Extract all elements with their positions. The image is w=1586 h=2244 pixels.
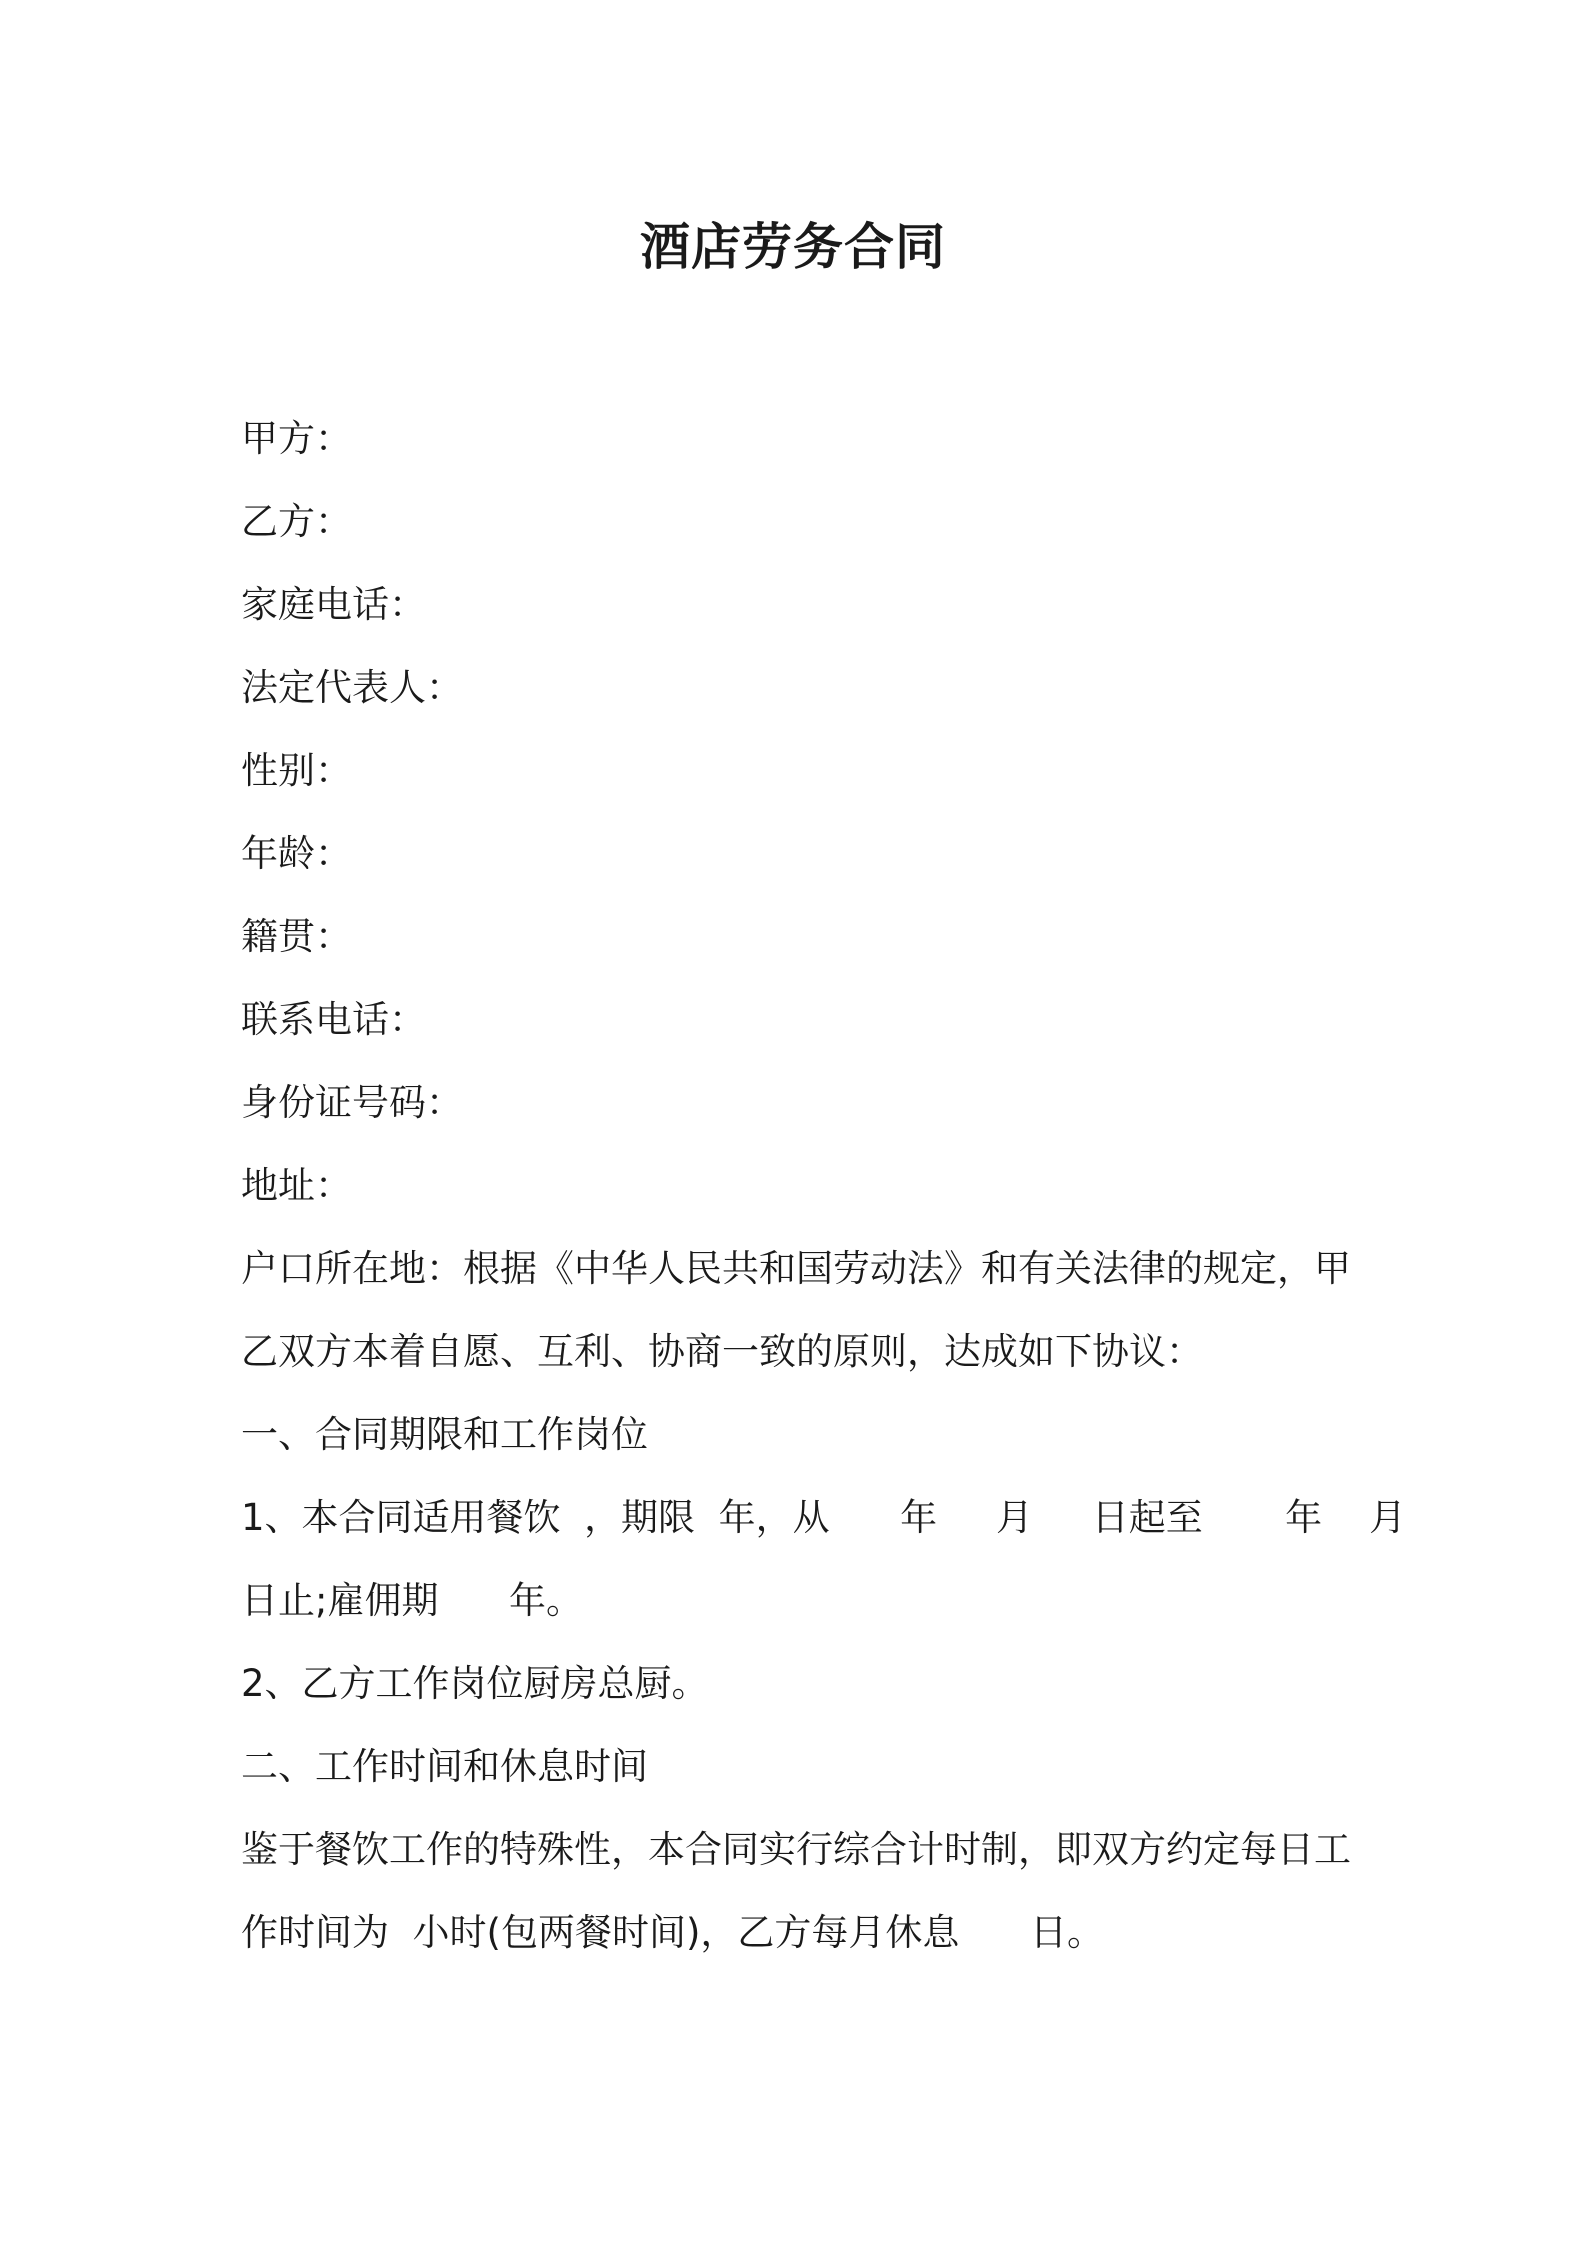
preamble-line-2: 乙双方本着自愿、互利、协商一致的原则，达成如下协议： bbox=[241, 1330, 1203, 1373]
id-number-field: 身份证号码： bbox=[241, 1081, 463, 1124]
section-heading-1: 一、合同期限和工作岗位 bbox=[241, 1413, 648, 1456]
contact-phone-field: 联系电话： bbox=[241, 998, 426, 1041]
work-hours-line-2: 作时间为 小时(包两餐时间)，乙方每月休息 日。 bbox=[241, 1911, 1104, 1954]
legal-representative-field: 法定代表人： bbox=[241, 666, 463, 709]
address-field: 地址： bbox=[241, 1164, 352, 1207]
gender-field: 性别： bbox=[241, 749, 352, 792]
document-title: 酒店劳务合同 bbox=[640, 218, 946, 276]
preamble-line-1: 户口所在地：根据《中华人民共和国劳动法》和有关法律的规定，甲 bbox=[241, 1247, 1351, 1290]
work-hours-line-1: 鉴于餐饮工作的特殊性，本合同实行综合计时制，即双方约定每日工 bbox=[241, 1828, 1351, 1871]
age-field: 年龄： bbox=[241, 832, 352, 875]
section-heading-2: 二、工作时间和休息时间 bbox=[241, 1745, 648, 1788]
home-phone-field: 家庭电话： bbox=[241, 583, 426, 626]
native-place-field: 籍贯： bbox=[241, 915, 352, 958]
clause-2: 2、乙方工作岗位厨房总厨。 bbox=[241, 1662, 709, 1705]
clause-1-line-2: 日止;雇佣期 年。 bbox=[241, 1579, 584, 1622]
clause-1-line-1: 1、本合同适用餐饮 ，期限 年，从 年 月 日起至 年 月 bbox=[241, 1496, 1407, 1539]
party-a-field: 甲方： bbox=[241, 417, 352, 460]
party-b-field: 乙方： bbox=[241, 500, 352, 543]
